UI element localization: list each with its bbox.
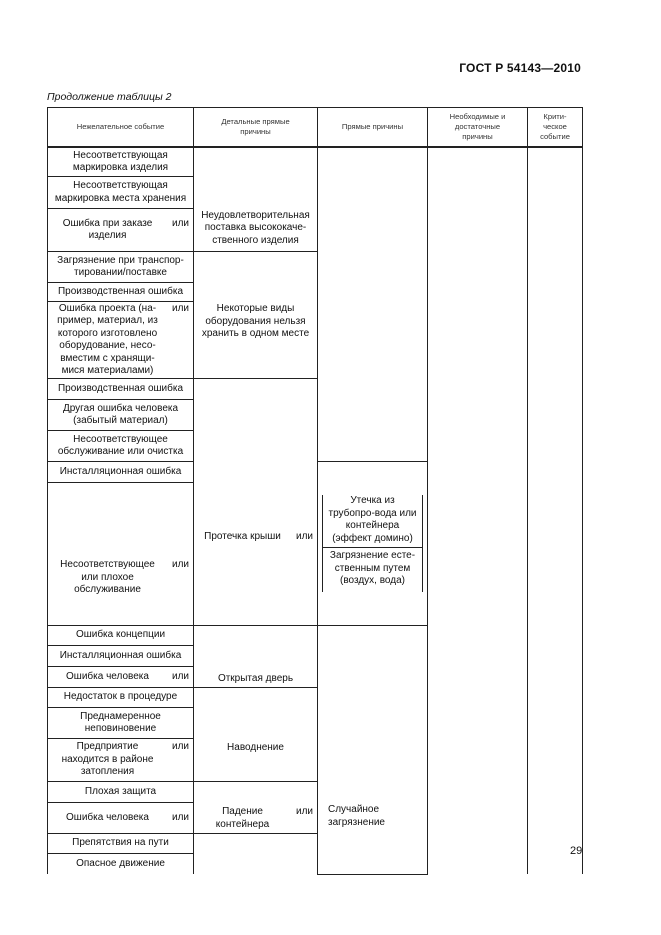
detailed-cause-text: Наводнение: [227, 742, 284, 753]
event-cell-with-or: [48, 803, 194, 834]
event-cell: Преднамеренное неповиновение: [48, 708, 194, 739]
event-cell: Другая ошибка человека (забытый материал): [48, 400, 194, 431]
cause-table: [47, 107, 583, 875]
or-connector: или: [171, 670, 189, 682]
event-cell: Производственная ошибка: [48, 379, 194, 400]
event-cell-with-or: [48, 667, 194, 688]
or-connector: или: [295, 531, 313, 542]
col-header-event: Нежелательное событие: [48, 108, 194, 148]
or-connector: или: [171, 217, 189, 229]
col-header-detailed: Детальные прямые причины: [194, 108, 318, 148]
page-number: 29: [570, 845, 583, 857]
event-cell-with-or: [48, 483, 194, 626]
event-cell: Ошибка концепции: [48, 626, 194, 646]
col-header-critical: Крити-ческое событие: [528, 108, 583, 148]
event-cell: Плохая защита: [48, 782, 194, 803]
event-cell: Несоответствующая маркировка изделия: [48, 147, 194, 177]
event-cell: Производственная ошибка: [48, 283, 194, 302]
or-connector: или: [171, 302, 189, 314]
detailed-cause-cell: [194, 626, 318, 688]
detailed-cause-text: Открытая дверь: [217, 672, 294, 684]
event-cell: Препятствия на пути: [48, 834, 194, 854]
event-cell: Инсталляционная ошибка: [48, 462, 194, 483]
event-text: Ошибка человека: [66, 670, 149, 682]
event-text: Предприятие находится в районе затопления: [61, 741, 154, 778]
event-cell: Недостаток в процедуре: [48, 688, 194, 708]
detailed-cause-text: Неудовлетворительная поставка высококаче-ственного изделия: [201, 209, 310, 246]
direct-cause-split-cell: [318, 462, 428, 626]
necessary-cause-column: [428, 147, 528, 874]
event-cell: Инсталляционная ошибка: [48, 646, 194, 667]
or-connector: или: [171, 741, 189, 753]
table-continuation-caption: Продолжение таблицы 2: [47, 91, 172, 103]
event-cell: Опасное движение: [48, 854, 194, 875]
or-connector: или: [171, 811, 189, 823]
detailed-cause-cell: [194, 147, 318, 252]
table-header-row: [48, 108, 583, 148]
detailed-cause-cell: [194, 252, 318, 379]
direct-cause-cell-empty: [318, 147, 428, 462]
detailed-cause-cell: [194, 379, 318, 626]
detailed-cause-text: Протечка крыши: [204, 531, 281, 542]
direct-cause-text: Случайное загрязнение: [328, 804, 385, 828]
critical-event-column: [528, 147, 583, 874]
event-cell-with-or: [48, 739, 194, 782]
detailed-cause-text: Падение контейнера: [215, 806, 270, 830]
detailed-cause-text: Некоторые виды оборудования нельзя хранить в одном месте: [201, 303, 310, 339]
direct-cause-cell: [318, 626, 428, 875]
col-header-direct: Прямые причины: [318, 108, 428, 148]
event-text: Ошибка человека: [66, 811, 149, 823]
detailed-cause-cell: [194, 688, 318, 782]
direct-cause-text: Загрязнение есте-ственным путем (воздух, вода): [323, 548, 423, 593]
event-text: Ошибка при заказе изделия: [62, 217, 153, 241]
detailed-cause-cell: [194, 782, 318, 834]
event-cell-with-or: [48, 209, 194, 252]
event-cell: Загрязнение при транспор-тировании/поставке: [48, 252, 194, 283]
detailed-cause-cell-empty: [194, 834, 318, 875]
event-text: Несоответствующее или плохое обслуживание: [60, 559, 155, 596]
col-header-necessary: Необходимые и достаточные причины: [428, 108, 528, 148]
event-cell: Несоответствующее обслуживание или очистка: [48, 431, 194, 462]
event-cell: Несоответствующая маркировка места хранения: [48, 177, 194, 209]
event-text: Ошибка проекта (на-пример, материал, из которого изготовлено оборудование, несо-вместим с хранящи-мися материалами): [57, 302, 158, 376]
direct-cause-text: Утечка из трубопро-вода или контейнера (эффект домино): [323, 495, 423, 548]
or-connector: или: [295, 806, 313, 817]
event-cell-with-or: [48, 302, 194, 379]
direct-cause-split: [322, 495, 423, 592]
standard-number: ГОСТ Р 54143—2010: [459, 61, 581, 75]
or-connector: или: [171, 559, 189, 571]
